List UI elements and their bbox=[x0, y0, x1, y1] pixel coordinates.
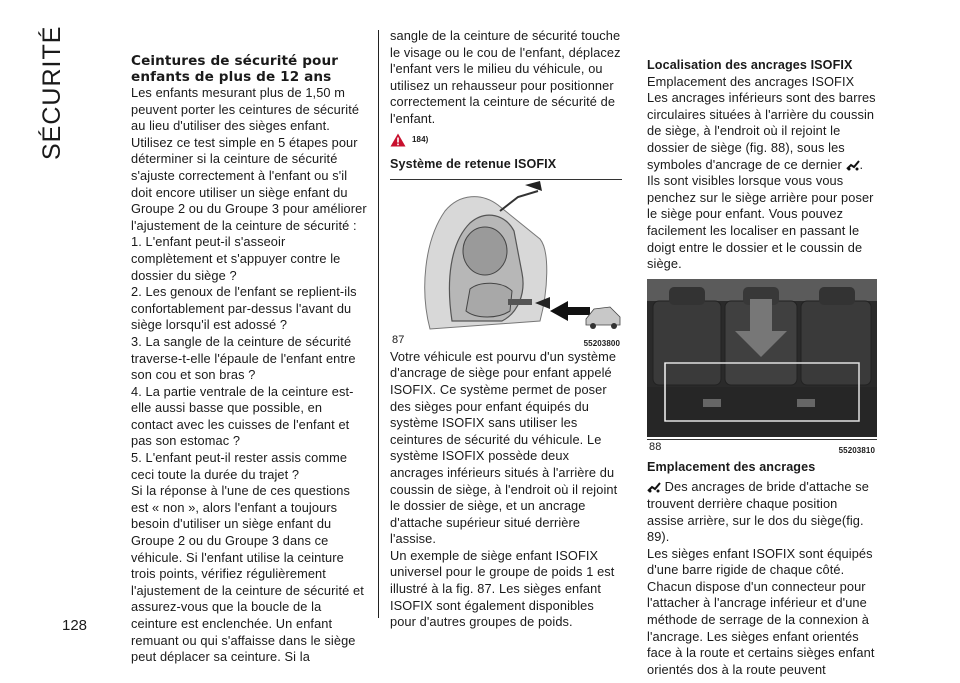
paragraph: Les sièges enfant ISOFIX sont équipés d'une barre rigide de chaque côté. Chacun dispose d'un connecteur pour l'attacher à l'ancrage inférieur et d'une méthode de serrage de la connexion à l'ancrage. Les sièges enfant orientés face à la route et certains sièges enfant orientés dos à la route peuvent bbox=[647, 545, 875, 677]
heading-isofix-system: Système de retenue ISOFIX bbox=[390, 157, 557, 172]
column-1 bbox=[131, 54, 367, 666]
warning-triangle-icon bbox=[390, 133, 406, 147]
isofix-child-seat-illustration bbox=[390, 181, 622, 341]
heading-anchor-location: Emplacement des ancrages bbox=[647, 459, 816, 474]
list-item: 1. L'enfant peut-il s'asseoir complètement et s'appuyer contre le dossier du siège ? bbox=[131, 234, 341, 283]
heading-isofix-location: Localisation des ancrages ISOFIX bbox=[647, 58, 853, 72]
list-item: 3. La sangle de la ceinture de sécurité traverse-t-elle l'épaule de l'enfant entre son cou et son bras ? bbox=[131, 333, 356, 383]
paragraph: Votre véhicule est pourvu d'un système d'ancrage de siège pour enfant appelé ISOFIX. Ce système permet de poser des sièges pour enfant équipés du système ISOFIX sans utiliser les ceintures de sécurité du véhicule. Le système ISOFIX possède deux ancrages inférieurs situés à l'arrière du coussin de siège, à l'endroit où il rejoint le dossier de siège, et un ancrage d'attache supérieur situé derrière l'assise. bbox=[390, 348, 618, 547]
warning-ref-number: 184) bbox=[412, 134, 429, 144]
column-divider bbox=[378, 30, 379, 618]
column-2 bbox=[390, 28, 622, 631]
paragraph: Utilisez ce test simple en 5 étapes pour déterminer si la ceinture de sécurité s'ajuste correctement à l'enfant ou s'il doit encore utiliser un siège enfant du Groupe 2 ou du Groupe 3 pour améliorer l'ajustement de la ceinture de sécurité : bbox=[131, 134, 367, 233]
list-item: 2. Les genoux de l'enfant se replient-ils confortablement par-dessus l'avant du siège lorsqu'il est adossé ? bbox=[131, 284, 357, 333]
paragraph: Les enfants mesurant plus de 1,50 m peuvent porter les ceintures de sécurité au lieu d'utiliser des sièges enfant. bbox=[131, 85, 360, 134]
heading-seatbelts-children: Ceintures de sécurité pour enfants de plus de 12 ans bbox=[131, 53, 339, 85]
paragraph-text: . Ils sont visibles lorsque vous vous penchez sur le siège arrière pour poser le siège pour enfant. Vous pouvez facilement les localiser en passant le doigt entre le dossier et le coussin de siège. bbox=[647, 156, 874, 272]
paragraph bbox=[647, 479, 877, 545]
figure-code: 55203800 bbox=[583, 338, 620, 348]
paragraph: Un exemple de siège enfant ISOFIX universel pour le groupe de poids 1 est illustré à la fig. 87. Les sièges enfant ISOFIX sont également disponibles pour d'autres groupes de poids. bbox=[390, 547, 615, 630]
list-item: 4. La partie ventrale de la ceinture est-elle aussi basse que possible, en contact avec les cuisses de l'enfant et pas son estomac ? bbox=[131, 383, 354, 449]
paragraph-text: Les ancrages inférieurs sont des barres circulaires situées à l'arrière du coussin de siège, à l'endroit où il rejoint le dossier de siège (fig. 88), sous les symboles d'ancrage de ce dernier bbox=[647, 90, 876, 172]
list-item: 5. L'enfant peut-il rester assis comme ceci toute la durée du trajet ? bbox=[131, 450, 348, 482]
figure-88 bbox=[647, 279, 877, 459]
warning-reference bbox=[390, 132, 622, 149]
figure-number: 88 bbox=[649, 440, 662, 453]
paragraph: Emplacement des ancrages ISOFIX bbox=[647, 73, 855, 89]
section-title: SÉCURITÉ bbox=[38, 25, 66, 160]
figure-code: 55203810 bbox=[838, 445, 875, 455]
paragraph: sangle de la ceinture de sécurité touche le visage ou le cou de l'enfant, déplacez l'enfant vers le milieu du véhicule, ou utilisez un rehausseur pour positionner correctement la ceinture de sécurité de l'enfant. bbox=[390, 28, 621, 126]
paragraph: Si la réponse à l'une de ces questions est « non », alors l'enfant a toujours besoin d'utiliser un siège enfant du Groupe 2 ou du Groupe 3 dans ce véhicule. Si l'enfant utilise la ceinture trois points, vérifiez régulièrement l'ajustement de la ceinture de sécurité et assurez-vous que la boucle de la ceinture est enclenchée. Un enfant remuant ou qui s'affaisse dans le siège peut déplacer sa ceinture. Si la bbox=[131, 483, 364, 665]
page-number: 128 bbox=[62, 617, 88, 634]
column-3 bbox=[647, 57, 877, 678]
figure-87 bbox=[390, 177, 622, 349]
paragraph bbox=[647, 90, 877, 273]
figure-number: 87 bbox=[392, 333, 405, 346]
tether-anchor-icon bbox=[647, 481, 661, 493]
rear-seat-photo bbox=[647, 279, 877, 437]
isofix-anchor-icon bbox=[846, 159, 860, 171]
paragraph-text: Des ancrages de bride d'attache se trouvent derrière chaque position assise arrière, sur le dos du siège(fig. 89). bbox=[647, 479, 869, 545]
